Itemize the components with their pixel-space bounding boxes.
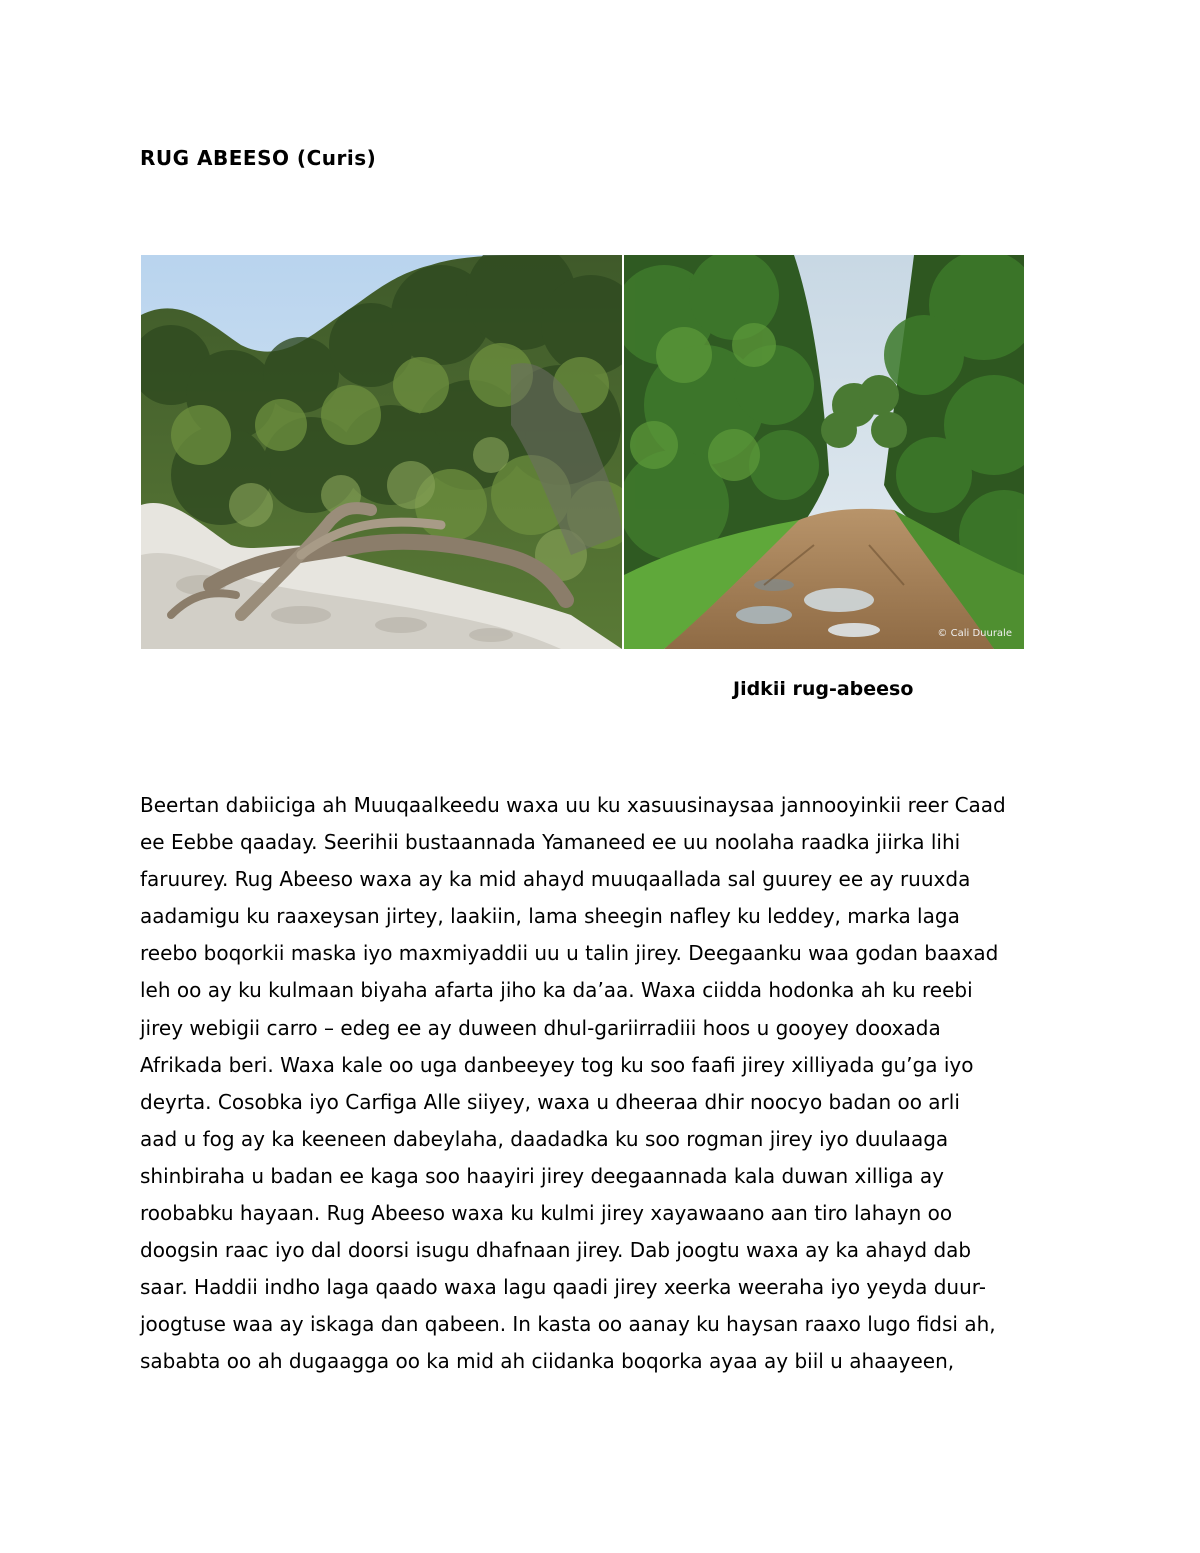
body-line: deyrta. Cosobka iyo Carfiga Alle siiyey, waxa u dheeraa dhir noocyo badan oo arli xyxy=(140,1089,960,1114)
body-line: ee Eebbe qaaday. Seerihii bustaannada Yamaneed ee uu noolaha raadka jiirka lihi xyxy=(140,830,961,855)
body-line: faruurey. Rug Abeeso waxa ay ka mid ahayd muuqaallada sal guurey ee ay ruuxda xyxy=(140,867,971,892)
photo-pair xyxy=(141,255,1024,649)
body-line: doogsin raac iyo dal doorsi isugu dhafnaan jirey. Dab joogtu waxa ay ka ahayd dab xyxy=(140,1238,972,1263)
body-line: aadamigu ku raaxeysan jirtey, laakiin, lama sheegin nafley ku leddey, marka laga xyxy=(140,904,960,929)
page-title: RUG ABEESO (Curis) xyxy=(140,146,377,170)
body-line: sababta oo ah dugaagga oo ka mid ah ciidanka boqorka ayaa ay biil u ahaayeen, xyxy=(140,1349,955,1374)
body-line: shinbiraha u badan ee kaga soo haayiri jirey deegaannada kala duwan xilliga ay xyxy=(140,1163,945,1188)
body-line: reebo boqorkii maska iyo maxmiyaddii uu u talin jirey. Deegaanku waa godan baaxad xyxy=(140,941,999,966)
forest-path-photo xyxy=(624,255,1024,649)
body-text xyxy=(140,787,1060,1381)
scrubland-rocks-photo xyxy=(141,255,622,649)
body-line: roobabku hayaan. Rug Abeeso waxa ku kulmi jirey xayawaano aan tiro lahayn oo xyxy=(140,1201,953,1226)
body-line: jirey webigii carro – edeg ee ay duween dhul-gariirradiii hoos u gooyey dooxada xyxy=(140,1015,941,1040)
photo-credit: © Cali Duurale xyxy=(937,628,1012,639)
body-line: aad u fog ay ka keeneen dabeylaha, daadadka ku soo rogman jirey iyo duulaaga xyxy=(140,1126,949,1151)
body-line: Beertan dabiiciga ah Muuqaalkeedu waxa uu ku xasuusinaysaa jannooyinkii reer Caad xyxy=(140,793,1006,817)
body-line: joogtuse waa ay iskaga dan qabeen. In kasta oo aanay ku haysan raaxo lugo fidsi ah, xyxy=(140,1312,996,1337)
body-line: saar. Haddii indho laga qaado waxa lagu qaadi jirey xeerka weeraha iyo yeyda duur- xyxy=(140,1275,986,1300)
body-line: leh oo ay ku kulmaan biyaha afarta jiho ka da’aa. Waxa ciidda hodonka ah ku reebi xyxy=(140,978,973,1003)
image-caption: Jidkii rug-abeeso xyxy=(733,678,914,700)
body-line: Afrikada beri. Waxa kale oo uga danbeeyey tog ku soo faafi jirey xilliyada gu’ga iyo xyxy=(140,1052,974,1077)
